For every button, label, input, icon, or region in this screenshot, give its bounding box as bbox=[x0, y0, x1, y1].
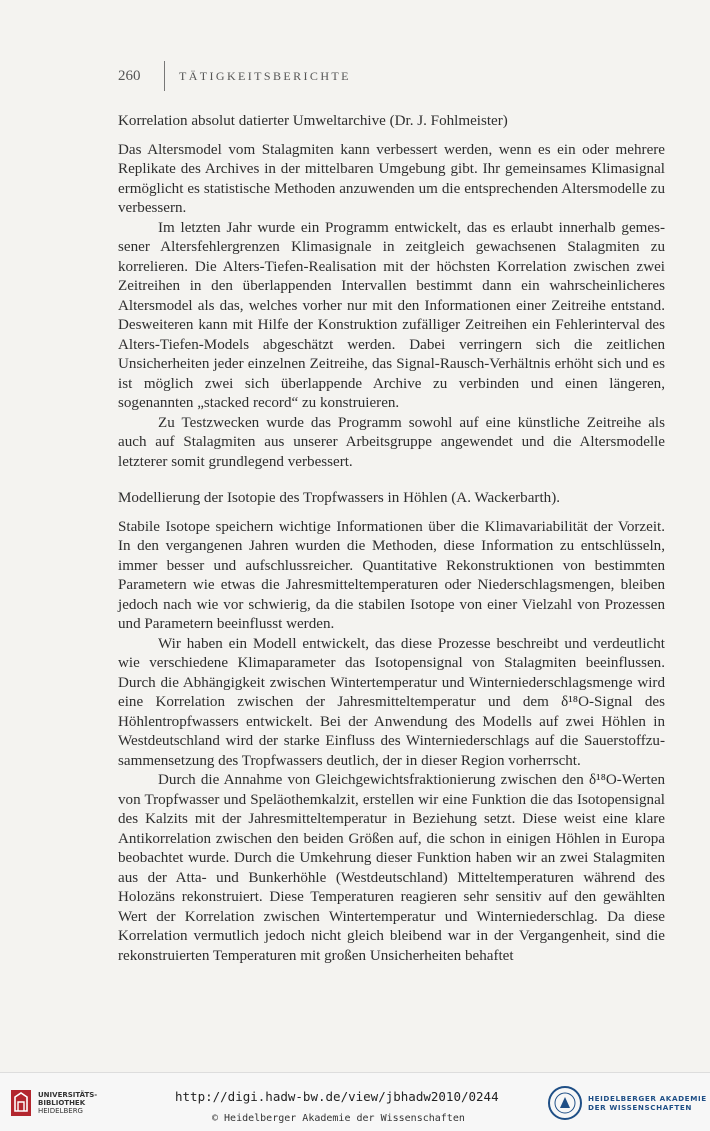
page-body bbox=[118, 112, 665, 966]
header-divider bbox=[164, 61, 165, 91]
running-title: TÄTIGKEITSBERICHTE bbox=[179, 68, 351, 83]
page-number: 260 bbox=[118, 67, 141, 84]
ub-label-line3: HEIDELBERG bbox=[38, 1107, 83, 1115]
paragraph: Wir haben ein Modell entwickelt, das diese Prozesse beschreibt und verdeutlicht wie verschiedene Klimaparameter das Isotopensignal von Stalagmiten beeinflussen. Durch die Abhängigkeit zwischen Wintertemperatur und Winterniederschlagsmenge wird eine Korrelation zwischen der Jahresmitteltemperatur und dem δ¹⁸O-Signal des Höhlentropfwassers entwickelt. Bei der Anwendung des Modells auf zwei Höhlen in Westdeutschland wird der starke Einfluss des Winterniederschlags auf die Sauerstoffzusammensetzung des Tropfwassers deutlich, der in dieser Region vorherrscht. bbox=[118, 635, 665, 769]
hadw-logo[interactable] bbox=[548, 1086, 707, 1120]
ub-label-line1: UNIVERSITÄTS- bbox=[38, 1091, 98, 1099]
page-header bbox=[118, 64, 351, 88]
ub-heidelberg-logo[interactable] bbox=[10, 1089, 97, 1117]
section-gap bbox=[118, 472, 665, 489]
paragraph: Das Altersmodel vom Stalagmiten kann verbessert werden, wenn es ein oder mehrere Replikate des Archives in der mittelbaren Umgebung gibt. Ihr gemeinsames Klimasignal ermöglicht es statistische Methoden anzuwenden um die entsprechenden Altersmodelle zu verbessern. bbox=[118, 141, 665, 216]
section-heading: Korrelation absolut datierter Umweltarchive (Dr. J. Fohlmeister) bbox=[118, 113, 508, 129]
academy-seal-icon bbox=[548, 1086, 582, 1120]
copyright-notice: © Heidelberger Akademie der Wissenschaften bbox=[212, 1113, 465, 1124]
ub-label-line2: BIBLIOTHEK bbox=[38, 1099, 86, 1107]
hadw-label-line2: DER WISSENSCHAFTEN bbox=[588, 1103, 693, 1112]
section-heading: Modellierung der Isotopie des Tropfwassers in Höhlen (A. Wackerbarth). bbox=[118, 490, 560, 506]
viewer-footer bbox=[0, 1072, 710, 1131]
paragraph: Im letzten Jahr wurde ein Programm entwickelt, das es erlaubt innerhalb gemessener Altersfehlergrenzen Klimasignale in zeitgleich gewachsenen Stalagmiten zu korrelieren. Die Alters-Tiefen-Realisation mit der höchsten Korrelation zwischen zwei Zeitreihen in den überlappenden Intervallen bestimmt dann ein wahrscheinlicheres Altersmodel als das, welches vorher nur mit den Informationen einer Zeitreihe entstand. Desweiteren kann mit Hilfe der Konstruktion zufälliger Zeitreihen ein Fehlerinterval des Alters-Tiefen-Models abgeschätzt werden. Dabei verringern sich die zeitlichen Unsicherheiten jeder einzelnen Zeitreihe, das Signal-Rausch-Verhältnis erhöht sich und es ist möglich zwei sich überlappende Archive zu verbinden und einen längeren, sogenannten „stacked record“ zu konstruieren. bbox=[118, 219, 665, 411]
permalink-url[interactable]: http://digi.hadw-bw.de/view/jbhadw2010/0244 bbox=[175, 1089, 499, 1104]
paragraph: Stabile Isotope speichern wichtige Informationen über die Klimavariabilität der Vorzeit. In den vergangenen Jahren wurden die Methoden, diese Information zu entschlüsseln, immer besser und aufschlussreicher. Quantitative Rekonstruktionen von bestimmten Parametern wie etwas die Jahresmitteltemperaturen oder Niederschlagsmengen, bleiben jedoch nach wie vor schwierig, da die stabilen Isotope von einer Vielzahl von Prozessen und Parametern beeinflusst werden. bbox=[118, 518, 665, 632]
ub-emblem-icon bbox=[10, 1089, 32, 1117]
paragraph: Durch die Annahme von Gleichgewichtsfraktionierung zwischen den δ¹⁸O-Werten von Tropfwasser und Speläothemkalzit, erstellen wir eine Funktion die das Isotopensignal des Kalzits mit der Jahresmitteltemperatur in Beziehung setzt. Diese weist eine klare Antikorrelation zwischen den beiden Größen auf, die schon in einigen Höhlen in Europa beobachtet wurde. Durch die Umkehrung dieser Funktion haben wir an zwei Stalagmiten aus der Atta- und Bunkerhöhle (Westdeutschland) Mitteltemperaturen während des Holozäns rekonstruiert. Diese Temperaturen reagieren sehr sensitiv auf den gewählten Wert der Korrelation zwischen Wintertemperatur und Winterniederschlag. Da diese Korrelation vermutlich jedoch nicht gleich bleibend war in der Vergangenheit, sind die rekonstruierten Temperaturen mit großen Unsicherheiten behaftet bbox=[118, 772, 665, 964]
paragraph: Zu Testzwecken wurde das Programm sowohl auf eine künstliche Zeitreihe als auch auf Stalagmiten aus unserer Arbeitsgruppe angewendet und die Altersmodelle letzterer somit grundlegend verbessert. bbox=[118, 414, 665, 470]
hadw-label-line1: HEIDELBERGER AKADEMIE bbox=[588, 1094, 707, 1103]
